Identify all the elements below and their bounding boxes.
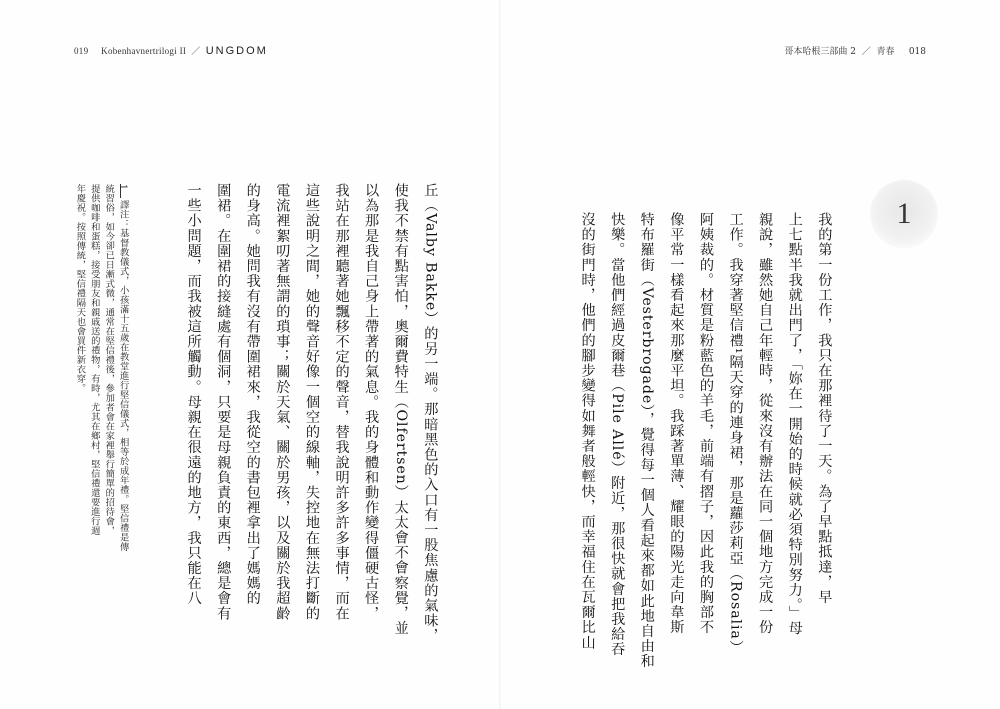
right-separator: ／	[861, 47, 871, 57]
text-line: 快樂。當他們經過皮爾巷（Pile Allé）附近，那很快就會把我給吞	[609, 212, 626, 657]
footnote-line: 提供咖啡和蛋糕，接受朋友和親戚送的禮物，有時，尤其在鄉村，堅信禮還要進行週	[88, 184, 100, 536]
book-gutter	[499, 0, 501, 709]
right-book-title: 青春	[876, 47, 895, 57]
left-series-title: Kobenhavnertrilogi II	[101, 46, 187, 56]
right-running-header	[784, 44, 926, 57]
footnote-line: 年慶祝。按照傳統，堅信禮隔天也會買件新衣穿。	[74, 184, 86, 393]
text-line: 這些說明之間，她的聲音好像一個空的線軸，失控地在無法打斷的	[303, 183, 320, 621]
text-line: 的身高。她問我有沒有帶圍裙來，我從空的書包裡拿出了媽媽的	[244, 183, 261, 606]
left-running-header	[74, 44, 268, 57]
text-line: 像平常一樣看起來那麼平坦。我踩著單薄、耀眼的陽光走向韋斯	[668, 212, 685, 635]
chapter-number-mark	[870, 180, 938, 248]
text-line: 一些小問題，而我被這所觸動。母親在很遠的地方，我只能在八	[185, 183, 202, 606]
right-page-number: 018	[908, 47, 926, 57]
text-line: 我站在那裡聽著她飄移不定的聲音，替我說明許多許多事情，而在	[333, 183, 350, 621]
text-line: 上七點半我就出門了，「妳在一開始的時候就必須特別努力。」母	[786, 212, 803, 636]
footnote	[72, 184, 130, 594]
left-separator: ／	[191, 46, 201, 56]
text-line: 使我不禁有點害怕，奧爾費特生（Olfertsen）太太會不會察覺，並	[392, 183, 409, 636]
text-line: 電流裡絮叨著無謂的瑣事；關於天氣、關於男孩，以及關於我超齡	[274, 183, 291, 621]
text-line: 以為那是我自己身上帶著的氣息。我的身體和動作變得僵硬古怪，	[363, 183, 380, 621]
left-page-number: 019	[74, 46, 89, 56]
text-line: 圍裙。在圍裙的接縫處有個洞，只要是母親負責的東西，總是會有	[215, 183, 232, 621]
right-series-title: 哥本哈根三部曲 2	[784, 47, 856, 57]
text-line: 阿姨裁的。材質是粉藍色的羊毛，前端有摺子，因此我的胸部不	[697, 212, 714, 635]
chapter-number: 1	[896, 197, 912, 230]
text-line: 我的第一份工作，我只在那裡待了一天。為了早點抵達，早	[816, 212, 833, 605]
text-line: 親說，雖然她自己年輕時，從來沒有辦法在同一個地方完成一份	[757, 212, 774, 635]
left-book-title: UNGDOM	[205, 45, 268, 57]
text-line: 工作。我穿著堅信禮¹隔天穿的連身裙，那是蘿莎莉亞（Rosalia）	[727, 212, 744, 655]
text-line: 沒的街門時，他們的腳步變得如舞者般輕快，而幸福住在瓦爾比山	[579, 212, 596, 650]
text-line: 特布羅街（Vesterbrogade），覺得每一個人看起來都如此地自由和	[638, 212, 655, 669]
text-line: 丘（Valby Bakke）的另一端。那暗黑色的入口有一股焦慮的氣味，	[422, 183, 439, 644]
footnote-line: 1 譯注：基督教儀式，小孩滿十五歲在教堂進行堅信儀式，相等於成年禮。堅信禮是傳	[117, 184, 129, 552]
right-page-text	[572, 212, 838, 669]
left-page-text	[178, 183, 444, 644]
footnote-line: 統習俗，如今卻已日漸式微，通常在堅信禮後，參加者會在家裡舉行簡單的招待會，	[103, 184, 115, 536]
